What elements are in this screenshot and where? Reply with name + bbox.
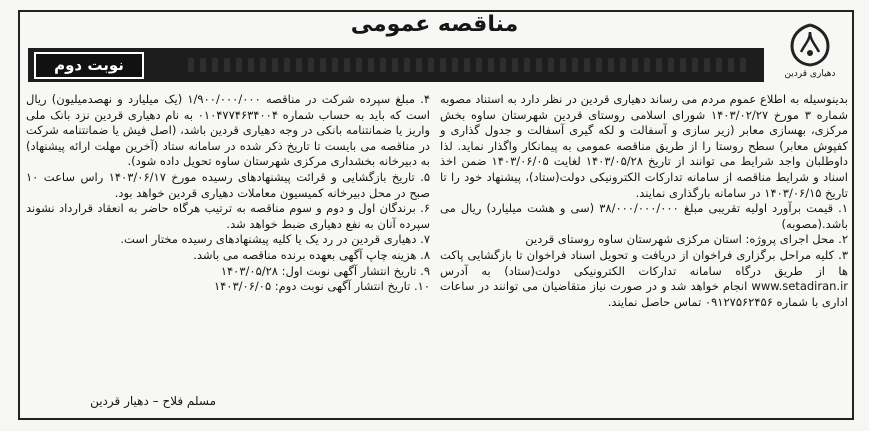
clause-9: ۹. تاریخ انتشار آگهی نوبت اول: ۱۴۰۳/۰۵/۲۸ [220, 263, 430, 278]
clause-10: ۱۰. تاریخ انتشار آگهی نوبت دوم: ۱۴۰۳/۰۶/۰۵ [213, 279, 430, 294]
clause-8: ۸. هزینه چاپ آگهی بعهده برنده مناقصه می باشد. [193, 247, 430, 262]
dehyari-logo [772, 22, 848, 88]
notice-left-column [26, 92, 430, 295]
dehyari-logo-icon [787, 22, 833, 68]
clause-6: ۶. برندگان اول و دوم و سوم مناقصه به ترتیب هرگاه حاضر به انعقاد قرارداد نشوند سپرده آنان به نفع دهیاری ضبط خواهد شد. [26, 201, 430, 231]
intro-paragraph: بدینوسیله به اطلاع عموم مردم می رساند دهیاری قردین در نظر دارد به استناد مصوبه شماره ۳ مورخ ۱۴۰۳/۰۲/۲۷ شورای اسلامی روستای قردین شهرستان ساوه بخش مرکزی، بهسازی معابر (زیر سازی و آسفالت و لکه گیری آسفالت و جدول گذاری و کفپوش معابر) سطح روستا را از طریق مناقصه عمومی به پیمانکار واگذار نماید. لذا داوطلبان واجد شرایط می توانند از تاریخ ۱۴۰۳/۰۵/۲۸ لغایت ۱۴۰۳/۰۶/۰۵ ضمن اخذ اسناد و شرایط مناقصه از سامانه تدارکات الکترونیکی دولت(ستاد)، پیشنهاد خود را تا تاریخ ۱۴۰۳/۰۶/۱۵ در سامانه بارگذاری نمایند. [440, 92, 849, 200]
notice-right-column [440, 92, 848, 310]
clause-2: ۲. محل اجرای پروژه: استان مرکزی شهرستان ساوه روستای قردین [525, 232, 848, 247]
clause-3: ۳. کلیه مراحل برگزاری فراخوان از دریافت و تحویل اسناد فراخوان تا بازگشایی پاکت ها از طریق درگاه سامانه تدارکات الکترونیکی دولت(ستاد) به آدرس www.setadiran.ir انجام خواهد شد و در صورت نیاز متقاضیان می توانند در ساعات اداری با شماره ۰۹۱۲۷۵۶۲۴۵۶ تماس حاصل نمایند. [440, 247, 848, 309]
clause-4: ۴. مبلغ سپرده شرکت در مناقصه ۱/۹۰۰/۰۰۰/۰۰۰ (یک میلیارد و نهصدمیلیون) ریال است که باید به حساب شماره ۰۱۰۴۷۷۴۶۳۴۰۰۴ به نام دهیاری قردین نزد بانک ملی واریز یا ضمانتنامه بانکی در وجه دهیاری قردین باشد، (اصل فیش یا ضمانتنامه شرکت در مناقصه می بایست تا تاریخ ذکر شده در سامانه ستاد (آخرین مهلت ارائه پیشنهاد) به دبیرخانه بخشداری مرکزی شهرستان ساوه تحویل داده شود). [26, 92, 430, 169]
clause-1: ۱. قیمت برآورد اولیه تقریبی مبلغ ۳۸/۰۰۰/۰۰۰/۰۰۰ (سی و هشت میلیارد) ریال می باشد.(مصوبه) [440, 201, 848, 231]
signature-line: مسلم فلاح – دهیار قردین [90, 394, 216, 408]
logo-caption: دهیاری قردین [784, 69, 836, 79]
clause-7: ۷. دهیاری قردین در رد یک یا کلیه پیشنهادهای رسیده مختار است. [120, 232, 430, 247]
round-badge: نوبت دوم [34, 52, 144, 79]
notice-title: مناقصه عمومی [350, 12, 519, 37]
clause-5: ۵. تاریخ بازگشایی و قرائت پیشنهادهای رسیده مورخ ۱۴۰۳/۰۶/۱۷ راس ساعت ۱۰ صبح در محل دبیرخانه کمیسیون معاملات دهیاری قردین خواهد بود. [26, 169, 431, 200]
banner-texture [188, 58, 748, 72]
